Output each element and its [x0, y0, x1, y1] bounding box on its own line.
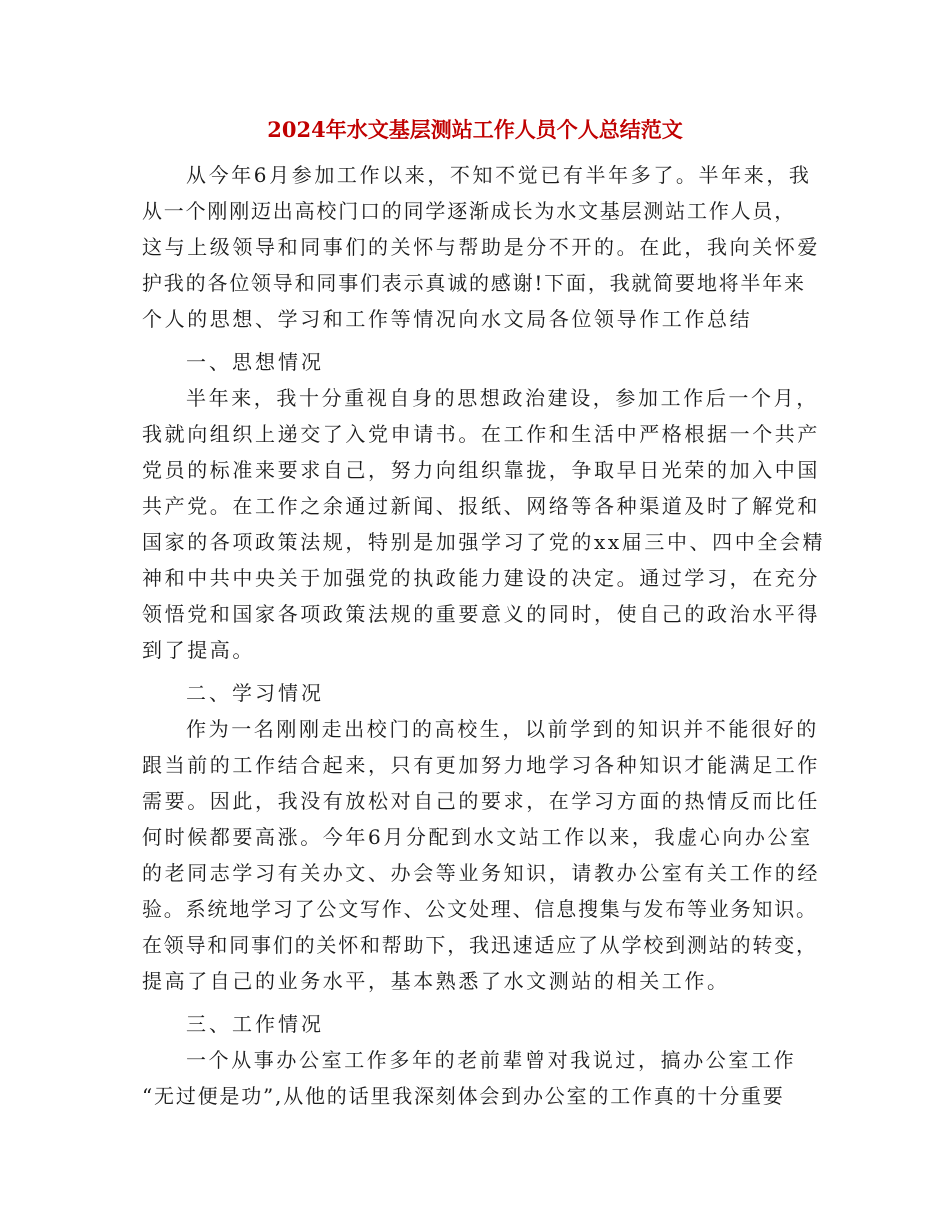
text-line: 到了提高。 [142, 638, 255, 662]
text-line: 我就向组织上递交了入党申请书。在工作和生活中严格根据一个共产 [142, 422, 820, 446]
text-line: 共产党。在工作之余通过新闻、报纸、网络等各种渠道及时了解党和 [142, 494, 820, 518]
text-line: 作为一名刚刚走出校门的高校生，以前学到的知识并不能很好的 [186, 717, 819, 741]
text-line: 需要。因此，我没有放松对自己的要求，在学习方面的热情反而比任 [142, 789, 820, 813]
text-line: 党员的标准来要求自己，努力向组织靠拢，争取早日光荣的加入中国 [142, 458, 820, 482]
section-heading: 一、思想情况 [186, 350, 324, 374]
document-title: 2024年水文基层测站工作人员个人总结范文 [267, 117, 683, 142]
text-line: 的老同志学习有关办文、办会等业务知识，请教办公室有关工作的经 [142, 861, 820, 885]
section-heading: 二、学习情况 [186, 681, 324, 705]
text-line: 这与上级领导和同事们的关怀与帮助是分不开的。在此，我向关怀爱 [142, 235, 820, 259]
text-line: 半年来，我十分重视自身的思想政治建设，参加工作后一个月， [186, 386, 819, 410]
text-line: 国家的各项政策法规，特别是加强学习了党的xx届三中、四中全会精 [142, 530, 826, 554]
text-line: 在领导和同事们的关怀和帮助下，我迅速适应了从学校到测站的转变， [142, 933, 818, 957]
text-line: 何时候都要高涨。今年6月分配到水文站工作以来，我虚心向办公室 [142, 825, 813, 849]
text-line: 个人的思想、学习和工作等情况向水文局各位领导作工作总结 [142, 307, 753, 331]
text-line: 验。系统地学习了公文写作、公文处理、信息搜集与发布等业务知识。 [142, 897, 818, 921]
text-line: 领悟党和国家各项政策法规的重要意义的同时，使自己的政治水平得 [142, 602, 820, 626]
text-line: 护我的各位领导和同事们表示真诚的感谢!下面，我就简要地将半年来 [142, 271, 806, 295]
section-heading: 三、工作情况 [186, 1012, 324, 1036]
text-line: 一个从事办公室工作多年的老前辈曾对我说过，搞办公室工作 [186, 1048, 797, 1072]
text-line: 从一个刚刚迈出高校门口的同学逐渐成长为水文基层测站工作人员， [142, 199, 796, 223]
text-line: 跟当前的工作结合起来，只有更加努力地学习各种知识才能满足工作 [142, 753, 820, 777]
text-line: 神和中共中央关于加强党的执政能力建设的决定。通过学习，在充分 [142, 566, 820, 590]
text-line: 提高了自己的业务水平，基本熟悉了水文测站的相关工作。 [142, 969, 730, 993]
text-line: “无过便是功”,从他的话里我深刻体会到办公室的工作真的十分重要 [142, 1084, 785, 1108]
text-line: 从今年6月参加工作以来，不知不觉已有半年多了。半年来，我 [186, 163, 812, 187]
